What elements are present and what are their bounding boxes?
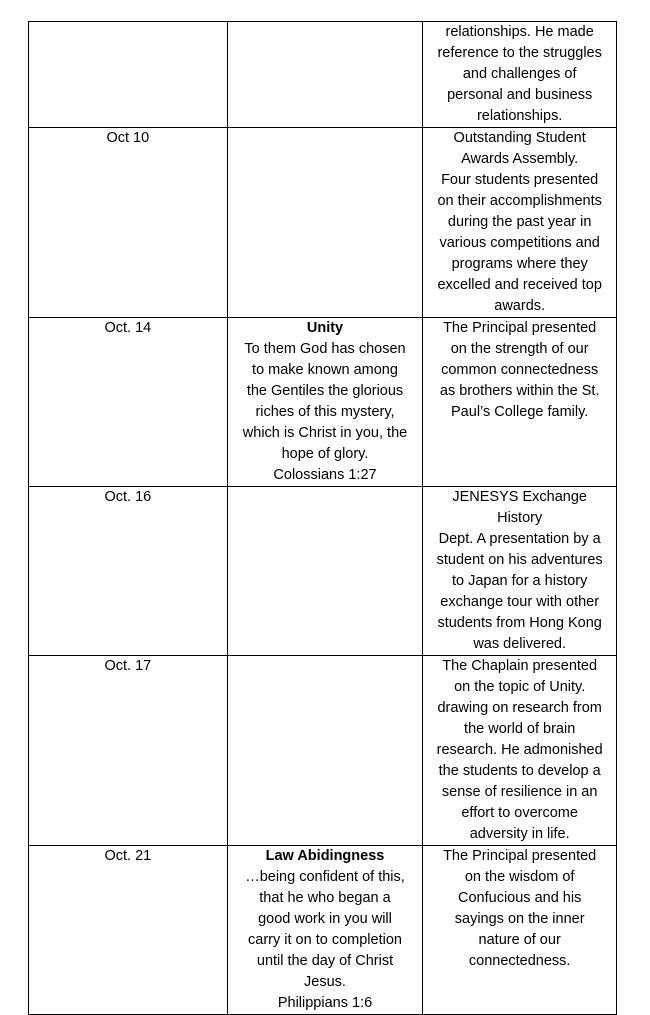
verse-line: Jesus. (304, 974, 346, 990)
verse-line: …being confident of this, (245, 869, 405, 885)
description-line: on the wisdom of (464, 869, 575, 885)
verse-reference: Philippians 1:6 (277, 995, 373, 1011)
date-cell (29, 846, 228, 1015)
description-cell (423, 656, 617, 846)
description-line: student on his adventures (436, 552, 603, 568)
description-line: Four students presented (441, 172, 599, 188)
theme-title: Law Abidingness (265, 848, 385, 864)
description-line: effort to overcome (461, 805, 578, 821)
description-line: programs where they (451, 256, 588, 272)
description-line: Outstanding Student (453, 130, 586, 146)
description-line: as brothers within the St. (439, 383, 600, 399)
date-cell (29, 22, 228, 128)
date-cell (29, 128, 228, 318)
description-line: the world of brain (464, 721, 576, 737)
verse-line: To them God has chosen (244, 341, 406, 357)
description-line: relationships. (476, 108, 563, 124)
verse-line: until the day of Christ (256, 953, 394, 969)
description-line: The Chaplain presented (442, 658, 598, 674)
verse-line: riches of this mystery, (255, 404, 395, 420)
description-block (429, 846, 610, 972)
description-line: Dept. A presentation by a (438, 531, 601, 547)
theme-block (234, 318, 417, 486)
description-line: personal and business (447, 87, 593, 103)
description-cell (423, 487, 617, 656)
table-row (29, 656, 617, 846)
description-cell (423, 22, 617, 128)
date-cell (29, 487, 228, 656)
theme-cell (227, 318, 423, 487)
description-line: to Japan for a history (451, 573, 588, 589)
description-line: and challenges of (462, 66, 577, 82)
description-line: on the strength of our (450, 341, 589, 357)
theme-cell (227, 128, 423, 318)
description-line: Confucious and his (458, 890, 582, 906)
date-text: Oct. 21 (104, 848, 152, 864)
description-line: sense of resilience in an (441, 784, 598, 800)
schedule-table-body (29, 22, 617, 1015)
theme-block (234, 846, 417, 1014)
schedule-table (28, 21, 617, 1015)
description-line: during the past year in (447, 214, 592, 230)
date-text: Oct. 17 (104, 658, 152, 674)
description-line: The Principal presented (443, 320, 597, 336)
date-text: Oct. 16 (104, 489, 152, 505)
description-line: relationships. He made (445, 24, 594, 40)
date-text: Oct. 14 (104, 320, 152, 336)
verse-line: to make known among (252, 362, 398, 378)
description-block (429, 128, 610, 317)
date-text: Oct 10 (106, 130, 150, 146)
verse-line: good work in you will (258, 911, 392, 927)
description-line: adversity in life. (469, 826, 570, 842)
description-line: excelled and received top (437, 277, 602, 293)
verse-line: hope of glory. (281, 446, 369, 462)
verse-line: the Gentiles the glorious (246, 383, 404, 399)
description-line: The Principal presented (443, 848, 597, 864)
theme-cell (227, 22, 423, 128)
verse-line: which is Christ in you, the (242, 425, 408, 441)
description-block (429, 22, 610, 127)
verse-reference: Colossians 1:27 (273, 467, 377, 483)
table-row (29, 128, 617, 318)
description-cell (423, 846, 617, 1015)
description-line: was delivered. (473, 636, 566, 652)
description-line: students from Hong Kong (437, 615, 602, 631)
description-cell (423, 128, 617, 318)
table-row (29, 318, 617, 487)
description-line: connectedness. (468, 953, 571, 969)
description-line: on the topic of Unity. (454, 679, 586, 695)
verse-line: carry it on to completion (248, 932, 402, 948)
description-line: awards. (494, 298, 546, 314)
theme-cell (227, 487, 423, 656)
description-cell (423, 318, 617, 487)
description-block (429, 656, 610, 845)
description-line: various competitions and (439, 235, 600, 251)
verse-line: that he who began a (259, 890, 391, 906)
date-cell (29, 318, 228, 487)
description-line: reference to the struggles (437, 45, 602, 61)
date-cell (29, 656, 228, 846)
description-line: on their accomplishments (437, 193, 602, 209)
description-line: drawing on research from (437, 700, 602, 716)
description-line: nature of our (478, 932, 561, 948)
theme-cell (227, 656, 423, 846)
table-row (29, 487, 617, 656)
description-block (429, 318, 610, 423)
description-line: JENESYS Exchange History (452, 489, 587, 526)
table-row (29, 846, 617, 1015)
description-line: Paul’s College family. (451, 404, 589, 420)
description-line: sayings on the inner (454, 911, 585, 927)
theme-title: Unity (306, 320, 344, 336)
description-line: common connectedness (441, 362, 599, 378)
description-line: exchange tour with other (440, 594, 600, 610)
description-line: research. He admonished (436, 742, 603, 758)
description-line: Awards Assembly. (461, 151, 579, 167)
theme-cell (227, 846, 423, 1015)
table-row (29, 22, 617, 128)
description-line: the students to develop a (438, 763, 601, 779)
description-block (429, 487, 610, 655)
